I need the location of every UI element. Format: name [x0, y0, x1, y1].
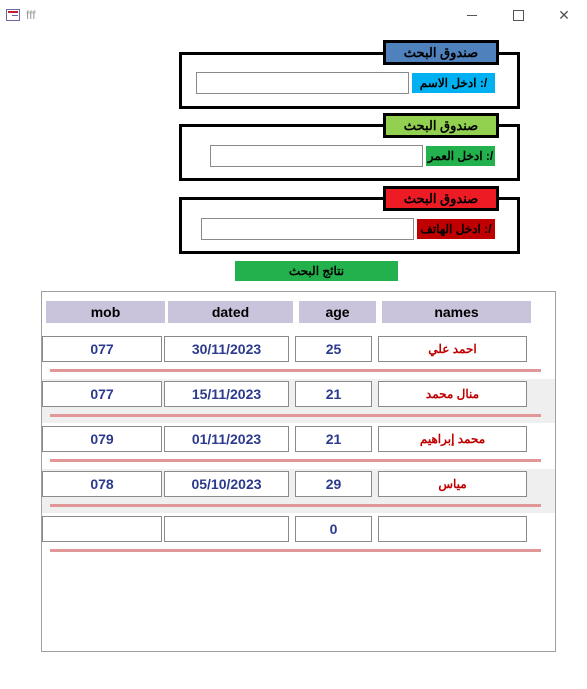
phone-label: ادخل الهاتف :/	[417, 219, 495, 239]
search-box-phone-title: صندوق البحث	[383, 186, 499, 211]
cell-mob[interactable]	[42, 516, 162, 542]
column-header-dated: dated	[168, 301, 293, 323]
row-separator	[50, 504, 541, 507]
cell-dated[interactable]: 30/11/2023	[164, 336, 289, 362]
cell-mob[interactable]: 077	[42, 336, 162, 362]
cell-name[interactable]: محمد إبراهيم	[378, 426, 527, 452]
search-box-age-title: صندوق البحث	[383, 113, 499, 138]
cell-age[interactable]: 21	[295, 426, 372, 452]
phone-search-input[interactable]	[201, 218, 414, 240]
cell-age[interactable]: 21	[295, 381, 372, 407]
cell-age[interactable]: 25	[295, 336, 372, 362]
cell-age[interactable]: 29	[295, 471, 372, 497]
cell-mob[interactable]: 078	[42, 471, 162, 497]
cell-mob[interactable]: 079	[42, 426, 162, 452]
results-label: نتائج البحث	[235, 261, 398, 281]
cell-dated[interactable]: 01/11/2023	[164, 426, 289, 452]
cell-dated[interactable]: 15/11/2023	[164, 381, 289, 407]
row-separator	[50, 459, 541, 462]
maximize-icon	[513, 10, 524, 21]
row-separator	[50, 549, 541, 552]
search-box-name-title: صندوق البحث	[383, 40, 499, 65]
cell-dated[interactable]: 05/10/2023	[164, 471, 289, 497]
window-title: fff	[26, 8, 36, 22]
maximize-button[interactable]	[495, 0, 541, 31]
cell-name[interactable]: منال محمد	[378, 381, 527, 407]
column-header-names: names	[382, 301, 531, 323]
cell-name[interactable]	[378, 516, 527, 542]
column-header-age: age	[299, 301, 376, 323]
name-search-input[interactable]	[196, 72, 409, 94]
row-separator	[50, 369, 541, 372]
row-separator	[50, 414, 541, 417]
cell-name[interactable]: مياس	[378, 471, 527, 497]
close-button[interactable]	[541, 0, 587, 31]
name-label: ادخل الاسم :/	[412, 73, 495, 93]
age-search-input[interactable]	[210, 145, 423, 167]
close-icon: ✕	[558, 7, 570, 23]
cell-dated[interactable]	[164, 516, 289, 542]
cell-name[interactable]: احمد علي	[378, 336, 527, 362]
form-icon	[6, 9, 20, 21]
column-header-mob: mob	[46, 301, 165, 323]
age-label: ادخل العمر :/	[426, 146, 495, 166]
cell-age[interactable]: 0	[295, 516, 372, 542]
minimize-icon	[467, 15, 477, 16]
title-bar	[0, 0, 587, 31]
minimize-button[interactable]	[449, 0, 495, 31]
cell-mob[interactable]: 077	[42, 381, 162, 407]
